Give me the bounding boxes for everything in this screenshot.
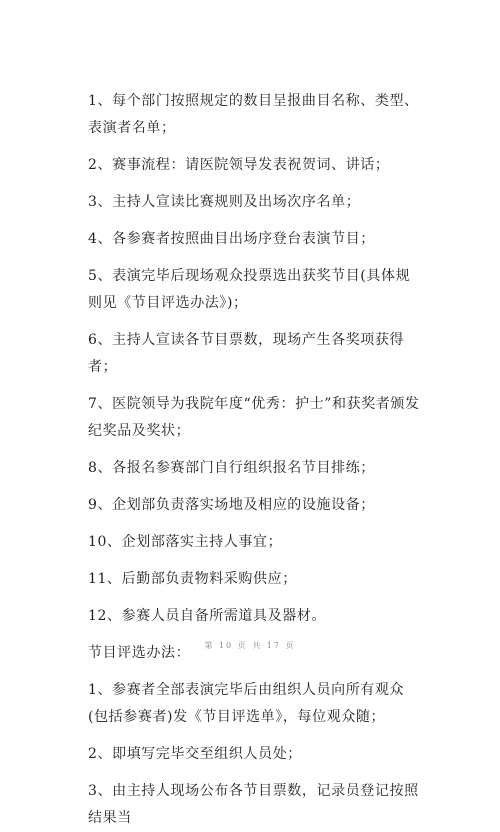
paragraph-7: 7、医院领导为我院年度“优秀：护士”和获奖者颁发纪奖品及奖状； — [88, 396, 420, 439]
paragraph-14: 1、参赛者全部表演完毕后由组织人员向所有观众(包括参赛者)发《节目评选单》，每位观众随； — [88, 682, 405, 725]
document-body — [88, 88, 420, 832]
page-footer: 第 10 页 共 17 页 — [204, 641, 296, 650]
paragraph-3: 3、主持人宣读比赛规则及出场次序名单； — [88, 194, 361, 210]
section-heading: 节目评选办法： — [88, 645, 191, 661]
paragraph-15: 2、即填写完毕交至组织人员处； — [88, 746, 302, 762]
paragraph-4: 4、各参赛者按照曲目出场序登台表演节目； — [88, 231, 375, 247]
paragraph-5: 5、表演完毕后现场观众投票选出获奖节目(具体规则见《节目评选办法》)； — [88, 268, 411, 311]
paragraph-2: 2、赛事流程：请医院领导发表祝贺词、讲话； — [88, 157, 390, 173]
paragraph-11: 11、后勤部负责物料采购供应； — [88, 571, 297, 587]
paragraph-10: 10、企划部落实主持人事宜； — [88, 534, 283, 550]
paragraph-8: 8、各报名参赛部门自行组织报名节目排练； — [88, 460, 375, 476]
paragraph-1: 1、每个部门按照规定的数目呈报曲目名称、类型、表演者名单； — [88, 93, 419, 136]
paragraph-12: 12、参赛人员自备所需道具及器材。 — [88, 608, 327, 624]
paragraph-9: 9、企划部负责落实场地及相应的设施设备； — [88, 497, 375, 513]
paragraph-6: 6、主持人宣读各节目票数，现场产生各奖项获得者； — [88, 332, 405, 375]
paragraph-16: 3、由主持人现场公布各节目票数，记录员登记按照结果当 — [88, 783, 419, 826]
